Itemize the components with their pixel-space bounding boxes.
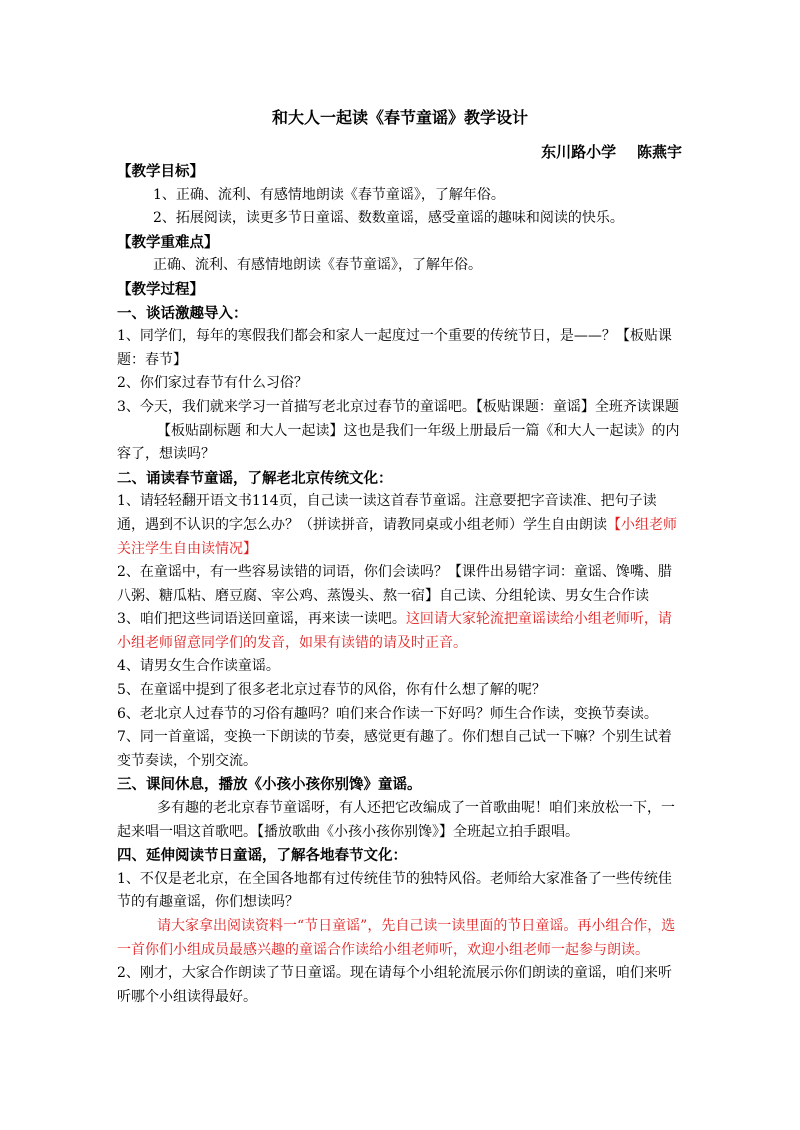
section-4-heading: 四、延伸阅读节日童谣，了解各地春节文化： xyxy=(117,847,407,865)
section-3-para-1: 多有趣的老北京春节童谣呀，有人还把它改编成了一首歌曲呢！咱们来放松一下，一起来唱一唱这首歌吧。【播放歌曲《小孩小孩你别馋》】全班起立拍手跟唱。 xyxy=(117,800,675,840)
section-4-para-1: 1、不仅是老北京，在全国各地都有过传统佳节的独特风俗。老师给大家准备了一些传统佳节的有趣童谣，你们想读吗？ xyxy=(117,870,672,911)
section-2-para-3-text: 3、咱们把这些词语送回童谣，再来读一读吧。 xyxy=(117,611,406,628)
section-1-heading: 一、谈话激趣导入： xyxy=(117,304,248,322)
section-4-para-2: 2、刚才，大家合作朗读了节日童谣。现在请每个小组轮流展示你们朗读的童谣，咱们来听听哪个小组读得最好。 xyxy=(117,965,672,1005)
section-2-para-4: 4、请男女生合作读童谣。 xyxy=(117,658,280,675)
section-2-para-5: 5、在童谣中提到了很多老北京过春节的风俗，你有什么想了解的呢？ xyxy=(117,682,546,699)
author-line: 东川路小学 陈燕宇 xyxy=(541,143,682,161)
section-1-para-2: 2、你们家过春节有什么习俗？ xyxy=(117,375,308,392)
goal-item-1: 1、正确、流利、有感情地朗读《春节童谣》，了解年俗。 xyxy=(153,186,505,203)
goals-heading: 【教学目标】 xyxy=(117,163,204,180)
section-2-para-1-note: 【小组老师关注学生自由读情况】 xyxy=(117,516,677,557)
section-1-para-1: 1、同学们，每年的寒假我们都会和家人一起度过一个重要的传统节日，是——？【板贴课题：春节】 xyxy=(117,328,672,368)
section-1-para-3: 3、今天，我们就来学习一首描写老北京过春节的童谣吧。【板贴课题：童谣】全班齐读课题 xyxy=(117,398,679,415)
section-1-para-4: 【板贴副标题 和大人一起读】这也是我们一年级上册最后一篇《和大人一起读》的内容了，想读吗？ xyxy=(117,422,680,463)
section-3-heading: 三、课间休息，播放《小孩小孩你别馋》童谣。 xyxy=(117,776,422,794)
document-title: 和大人一起读《春节童谣》教学设计 xyxy=(271,108,528,127)
section-2-para-3-note: 这回请大家轮流把童谣读给小组老师听，请小组老师留意同学们的发音，如果有读错的请及时正音。 xyxy=(117,611,672,651)
document-body xyxy=(117,160,682,1009)
process-heading: 【教学过程】 xyxy=(117,280,204,298)
section-2-para-1 xyxy=(117,490,682,561)
section-2-para-1-text: 1、请轻轻翻开语文书114页，自己读一读这首春节童谣。注意要把字音读准、把句子读通，遇到不认识的字怎么办？（拼读拼音，请教同桌或小组老师）学生自由朗读 xyxy=(117,493,657,533)
key-text: 正确、流利、有感情地朗读《春节童谣》，了解年俗。 xyxy=(153,257,482,274)
section-2-para-6: 6、老北京人过春节的习俗有趣吗？咱们来合作读一下好吗？师生合作读，变换节奏读。 xyxy=(117,705,658,722)
section-2-heading: 二、诵读春节童谣，了解老北京传统文化： xyxy=(117,469,393,487)
section-2-para-2: 2、在童谣中，有一些容易读错的词语，你们会读吗？【课件出易错字词：童谣、馋嘴、腊八粥、糖瓜粘、磨豆腐、宰公鸡、蒸馒头、熬一宿】自己读、分组轮读、男女生合作读 xyxy=(117,564,672,604)
section-4-para-1-note: 请大家拿出阅读资料一“节日童谣”，先自己读一读里面的节日童谣。再小组合作，选一首你们小组成员最感兴趣的童谣合作读给小组老师听，欢迎小组老师一起参与朗读。 xyxy=(117,918,676,958)
goal-item-2: 2、拓展阅读，读更多节日童谣、数数童谣，感受童谣的趣味和阅读的快乐。 xyxy=(153,210,624,227)
section-2-para-3 xyxy=(117,608,682,655)
section-2-para-7: 7、同一首童谣，变换一下朗读的节奏，感觉更有趣了。你们想自己试一下嘛？个别生试着变节奏读，个别交流。 xyxy=(117,729,672,769)
key-heading: 【教学重难点】 xyxy=(117,233,219,251)
